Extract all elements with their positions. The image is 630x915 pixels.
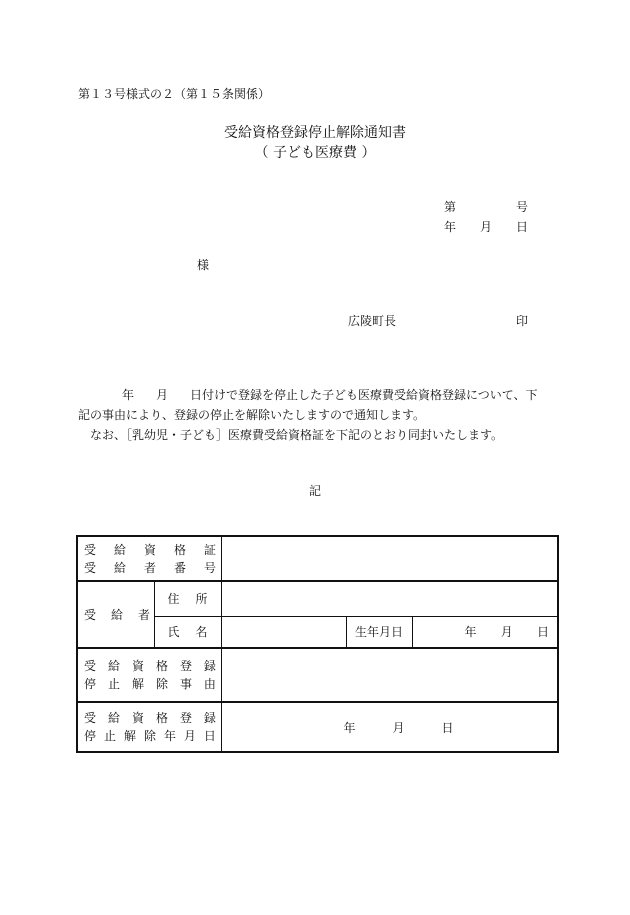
date-day-label: 日 (516, 220, 529, 234)
document-title: 受給資格登録停止解除通知書 (224, 125, 406, 141)
info-table (76, 535, 559, 753)
body-line-1 (78, 385, 558, 405)
certificate-number-label (77, 536, 221, 581)
form-number: 第１３号様式の２（第１５条関係） (78, 87, 271, 101)
address-field[interactable] (221, 581, 558, 616)
body-text (78, 385, 558, 445)
document-subtitle: （ 子ども医療費 ） (254, 145, 376, 161)
recipient-label: 受 給 者 (77, 581, 154, 648)
label-line: 停 止 解 除 年 月 日 (84, 729, 216, 743)
date-year-label: 年 (444, 220, 457, 234)
body-line-3: なお、［乳幼児・子ども］医療費受給資格証を下記のとおり同封いたします。 (90, 428, 504, 442)
date-month-label: 月 (480, 220, 493, 234)
body-month: 月 (156, 388, 169, 402)
name-label: 氏 名 (154, 616, 221, 648)
doc-number-go: 号 (516, 200, 529, 214)
issuer-seal: 印 (516, 314, 529, 328)
table-row (77, 702, 558, 752)
table-row (77, 648, 558, 702)
suspension-release-reason-label (77, 648, 221, 702)
certificate-number-field[interactable] (221, 536, 558, 581)
label-line: 受 給 者 番 号 (84, 560, 216, 575)
addressee-suffix: 様 (197, 258, 210, 272)
issuer-title: 広陵町長 (348, 314, 397, 328)
birthdate-label: 生年月日 (346, 616, 412, 648)
label-line: 受 給 資 格 登 録 (84, 711, 216, 725)
ki-label: 記 (308, 484, 321, 498)
body-line-2: 記の事由により、登録の停止を解除いたしますので通知します。 (78, 408, 426, 422)
address-label: 住 所 (154, 581, 221, 616)
suspension-release-date-label (77, 702, 221, 752)
label-line: 停 止 解 除 事 由 (84, 677, 216, 691)
body-line-1-rest: 日付けで登録を停止した子ども医療費受給資格登録について、下 (190, 388, 538, 402)
label-line: 受 給 資 格 登 録 (84, 659, 216, 673)
table-row (77, 581, 558, 616)
birthdate-field[interactable]: 年 月 日 (412, 616, 558, 648)
body-year: 年 (122, 388, 135, 402)
doc-number-dai: 第 (444, 200, 457, 214)
name-field[interactable] (221, 616, 346, 648)
label-line: 受 給 資 格 証 (84, 542, 216, 557)
suspension-release-date-field[interactable]: 年 月 日 (221, 702, 558, 752)
suspension-release-reason-field[interactable] (221, 648, 558, 702)
table-row (77, 536, 558, 581)
